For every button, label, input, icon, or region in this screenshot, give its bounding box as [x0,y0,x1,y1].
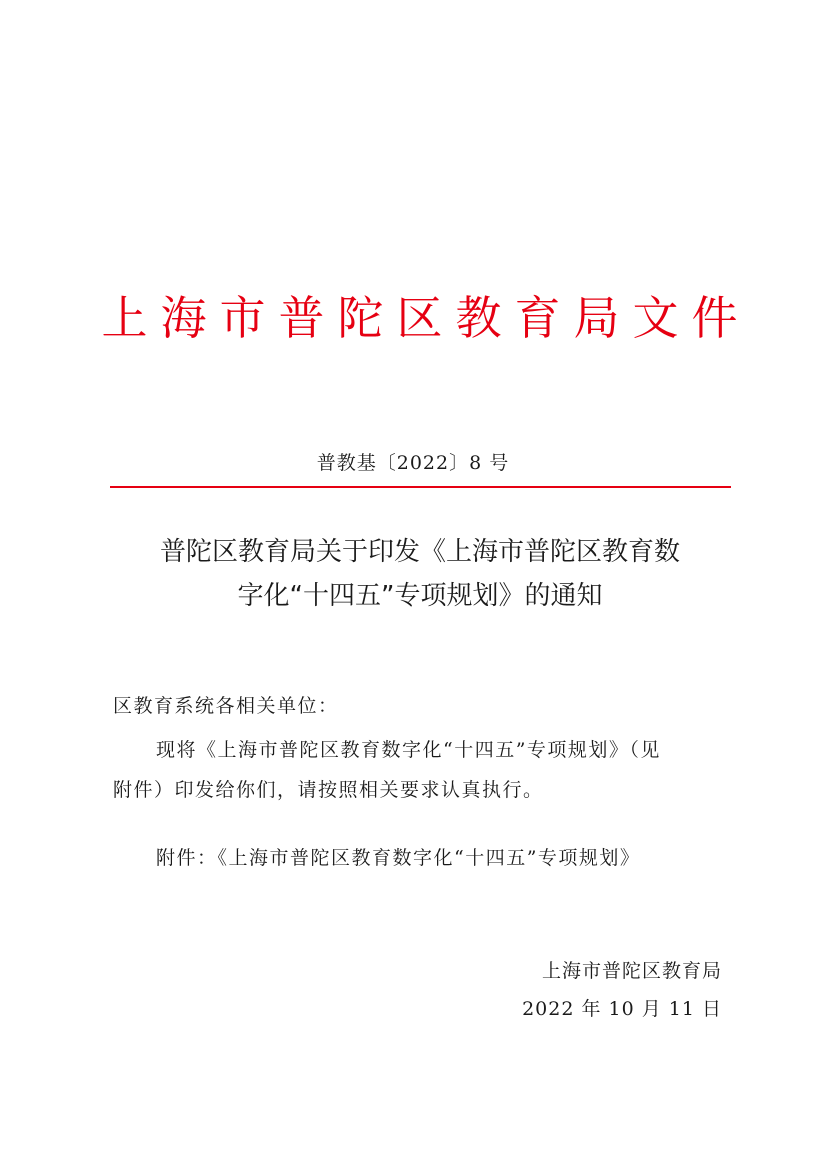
body-paragraph-line-1: 现将《上海市普陀区教育数字化“十四五”专项规划》（见 [156,739,661,761]
document-number: 普教基〔2022〕8 号 [316,452,510,474]
attachment-note: 附件：《上海市普陀区教育数字化“十四五”专项规划》 [156,847,641,869]
signature-date: 2022 年 10 月 11 日 [522,998,722,1020]
signature-block [522,952,722,1028]
body-paragraph [113,730,728,810]
signature-organization: 上海市普陀区教育局 [541,960,722,982]
issuer-title: 上海市普陀区教育局文件 [101,291,751,345]
document-title-line-2: 字化“十四五”专项规划》的通知 [237,581,603,611]
red-divider [110,486,731,488]
document-title [100,530,740,618]
body-paragraph-line-2: 附件）印发给你们，请按照相关要求认真执行。 [113,779,544,801]
salutation: 区教育系统各相关单位： [113,695,339,717]
document-title-line-1: 普陀区教育局关于印发《上海市普陀区教育数 [159,537,680,567]
